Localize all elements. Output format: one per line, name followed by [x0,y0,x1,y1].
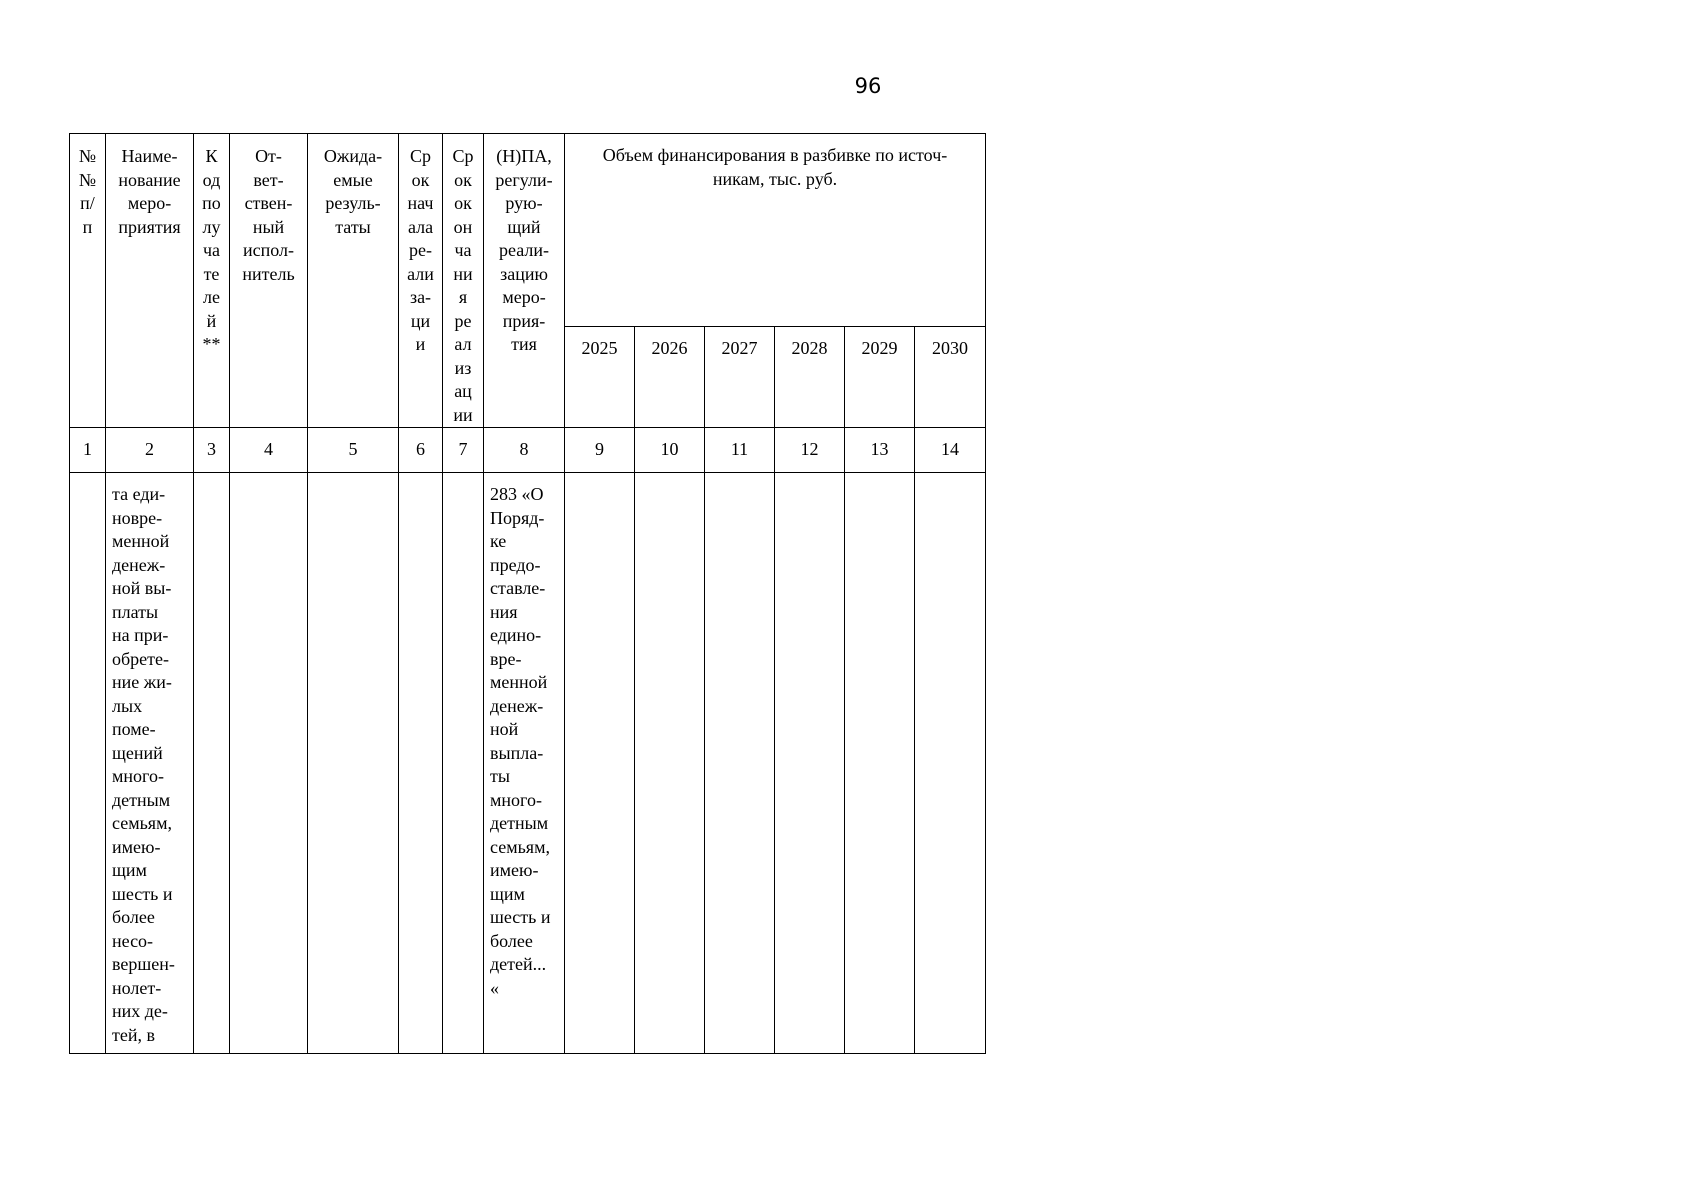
header-number: № № п/ п [70,134,106,428]
cell-responsible-executor [230,473,308,1054]
cell-activity-name: та еди- новре- менной денеж- ной вы- платы на при- обрете- ние жи- лых поме- щений много- детным семьям, имею- щим шесть и более несо- вершен- нолет- них де- тей, в [106,473,194,1054]
column-number: 5 [308,428,399,473]
cell-start-date [399,473,443,1054]
column-number: 4 [230,428,308,473]
column-number: 7 [443,428,484,473]
cell-end-date [443,473,484,1054]
header-funding-volume: Объем финансирования в разбивке по источ- никам, тыс. руб. [565,134,986,327]
header-year: 2030 [915,327,986,428]
cell-funding-2027 [705,473,775,1054]
header-row [70,134,986,327]
column-number: 10 [635,428,705,473]
header-regulatory-act: (Н)ПА, регули- рую- щий реали- зацию меро- прия- тия [484,134,565,428]
column-number: 11 [705,428,775,473]
header-recipient-code: К од по лу ча те ле й ** [194,134,230,428]
column-number: 9 [565,428,635,473]
column-number: 6 [399,428,443,473]
page-number: 96 [854,74,882,98]
table-row [70,473,986,1054]
cell-recipient-code [194,473,230,1054]
column-number: 14 [915,428,986,473]
cell-funding-2026 [635,473,705,1054]
column-number: 1 [70,428,106,473]
column-number: 12 [775,428,845,473]
header-start-date: Ср ок нач ала ре- али за- ци и [399,134,443,428]
header-year: 2026 [635,327,705,428]
cell-number [70,473,106,1054]
column-number: 2 [106,428,194,473]
header-expected-results: Ожида- емые резуль- таты [308,134,399,428]
program-activities-table [69,133,986,1054]
header-year: 2028 [775,327,845,428]
cell-expected-results [308,473,399,1054]
header-end-date: Ср ок ок он ча ни я ре ал из ац ии [443,134,484,428]
column-number: 3 [194,428,230,473]
cell-regulatory-act: 283 «О Поряд- ке предо- ставле- ния едино- вре- менной денеж- ной выпла- ты много- детным семьям, имею- щим шесть и более детей... « [484,473,565,1054]
cell-funding-2025 [565,473,635,1054]
header-year: 2027 [705,327,775,428]
header-responsible-executor: От- вет- ствен- ный испол- нитель [230,134,308,428]
header-year: 2029 [845,327,915,428]
cell-funding-2028 [775,473,845,1054]
cell-funding-2030 [915,473,986,1054]
header-year: 2025 [565,327,635,428]
column-number-row [70,428,986,473]
header-activity-name: Наиме- нование меро- приятия [106,134,194,428]
column-number: 13 [845,428,915,473]
column-number: 8 [484,428,565,473]
cell-funding-2029 [845,473,915,1054]
